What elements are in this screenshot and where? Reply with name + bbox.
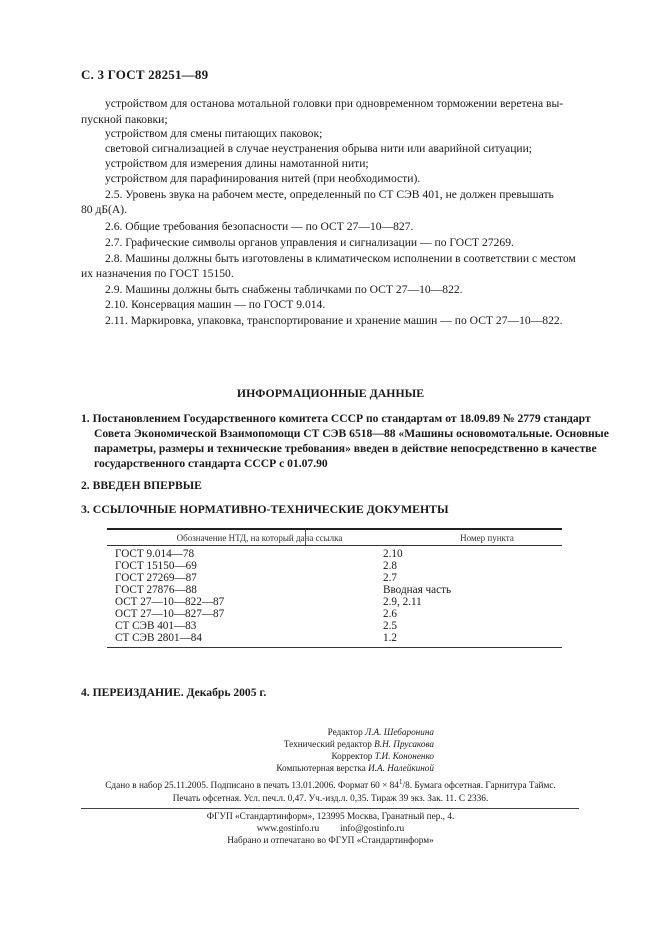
publisher-contacts [0,823,661,836]
table-cell-ntd: ГОСТ 27269—87 [115,572,197,584]
body-line: 80 дБ(А). [81,203,128,216]
page-header: С. 3 ГОСТ 28251—89 [81,67,209,82]
table-cell-clause: 2.6 [383,608,397,620]
print-info-line-1: Сдано в набор 25.11.2005. Подписано в печать 13.01.2006. Формат $60 \times 84^1/8$. Бумага офсетная. Гарнитура Таймс. [105,778,556,791]
info-title: ИНФОРМАЦИОННЫЕ ДАННЫЕ [236,386,425,400]
body-line: их назначения по ГОСТ 15150. [81,267,234,280]
table-cell-clause: 2.9, 2.11 [383,596,422,608]
body-line: световой сигнализацией в случае неустранения обрыва нити или аварийной ситуации; [105,142,533,155]
body-line: 2.6. Общие требования безопасности — по ОСТ 27—10—827. [105,220,414,233]
table-cell-ntd: ОСТ 27—10—827—87 [115,608,225,620]
table-cell-clause: 2.8 [383,560,397,572]
table-header-divider [305,529,306,545]
body-line: 2.9. Машины должны быть снабжены табличками по ОСТ 27—10—822. [105,283,463,296]
table-cell-ntd: ОСТ 27—10—822—87 [115,596,225,608]
credit-tech-editor [284,738,434,750]
body-line: 2.8. Машины должны быть изготовлены в климатическом исполнении в соответствии с местом [105,252,576,265]
credit-name: И.А. Налейкиной [368,763,434,773]
credit-layout [276,762,434,774]
info-item-1-line: 1. Постановлением Государственного комитета СССР по стандартам от 18.09.89 № 2779 стандарт [81,412,591,425]
table-cell-ntd: СТ СЭВ 2801—84 [115,632,202,644]
table-top-rule [107,528,562,530]
table-cell-clause: 2.5 [383,620,397,632]
table-cell-ntd: СТ СЭВ 401—83 [115,620,197,632]
body-line: пускной паковки; [81,113,168,126]
credit-proofreader [331,750,434,762]
body-line: устройством для измерения длины намотанной нити; [105,157,369,170]
credit-name: В.Н. Прусакова [374,739,434,749]
body-line: устройством для парафинирования нитей (при необходимости). [105,172,421,185]
table-cell-ntd: ГОСТ 9.014—78 [115,548,195,560]
body-line: устройством для смены питающих паковок; [105,127,323,140]
body-line: устройством для останова мотальной головки при одновременном торможении веретена вы- [105,97,564,110]
table-cell-ntd: ГОСТ 15150—69 [115,560,197,572]
publisher-email: info@gostinfo.ru [340,824,405,834]
publisher-printed: Набрано и отпечатано во ФГУП «Стандартинформ» [227,836,434,846]
credit-role: Редактор [327,727,363,737]
info-item-1-line: государственного стандарта СССР с 01.07.90 [94,457,328,470]
table-bottom-rule [107,647,562,648]
print-info-line-2: Печать офсетная. Усл. печ.л. 0,47. Уч.-изд.л. 0,35. Тираж 39 экз. Зак. 11. С 2336. [172,794,489,804]
credit-role: Технический редактор [283,739,372,749]
body-line: 2.11. Маркировка, упаковка, транспортирование и хранение машин — по ОСТ 27—10—822. [105,314,563,327]
publisher-web: www.gostinfo.ru [256,824,320,834]
table-cell-clause: 1.2 [383,632,397,644]
body-line: 2.10. Консервация машин — по ГОСТ 9.014. [105,298,326,311]
footer-rule [81,808,579,809]
credit-editor [328,726,434,738]
table-header-rule [107,545,562,546]
info-item-3: 3. ССЫЛОЧНЫЕ НОРМАТИВНО-ТЕХНИЧЕСКИЕ ДОКУМЕНТЫ [81,502,449,516]
table-cell-ntd: ГОСТ 27876—88 [115,584,197,596]
table-cell-clause: 2.10 [383,548,403,560]
info-item-2: 2. ВВЕДЕН ВПЕРВЫЕ [81,479,202,492]
info-item-1-line: Совета Экономической Взаимопомощи СТ СЭВ 6518—88 «Машины основомотальные. Основные [94,427,609,440]
body-line: 2.5. Уровень звука на рабочем месте, определенный по СТ СЭВ 401, не должен превышать [105,188,554,201]
credit-name: Л.А. Шебаронина [365,727,434,737]
table-header-clause: Номер пункта [460,533,514,543]
credit-role: Корректор [331,751,373,761]
table-cell-clause: 2.7 [383,572,397,584]
credit-name: Т.И. Кононенко [374,751,434,761]
info-item-4: 4. ПЕРЕИЗДАНИЕ. Декабрь 2005 г. [81,686,267,699]
info-item-1-line: параметры, размеры и технические требования» введен в действие непосредственно в качестве [94,442,597,455]
credit-role: Компьютерная верстка [276,763,366,773]
body-line: 2.7. Графические символы органов управления и сигнализации — по ГОСТ 27269. [105,236,514,249]
publisher-address: ФГУП «Стандартинформ», 123995 Москва, Гранатный пер., 4. [206,812,455,822]
table-header-ntd: Обозначение НТД, на который дана ссылка [176,533,343,543]
table-cell-clause: Вводная часть [383,584,452,596]
